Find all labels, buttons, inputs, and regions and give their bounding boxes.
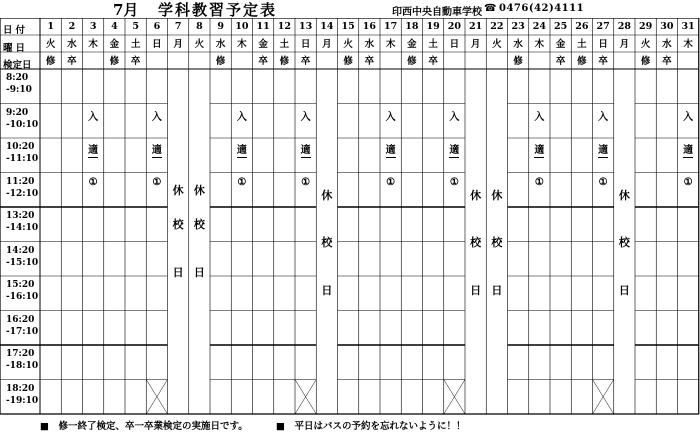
row-label-weekday: 曜日 — [3, 43, 29, 54]
date-5: 5 — [132, 21, 139, 32]
exam-9: 修 — [215, 56, 226, 67]
date-31: 31 — [681, 21, 695, 32]
exam-4: 修 — [109, 56, 120, 67]
row-label-date: 日付 — [3, 25, 29, 36]
period-end-4: -12:10 — [6, 188, 39, 199]
entry-mark-24: 入 — [534, 111, 545, 123]
date-10: 10 — [235, 21, 249, 32]
schedule-grid — [0, 18, 700, 415]
date-26: 26 — [575, 21, 589, 32]
date-1: 1 — [47, 21, 54, 32]
date-23: 23 — [511, 21, 525, 32]
date-11: 11 — [256, 21, 270, 32]
exam-1: 修 — [45, 56, 56, 67]
weekday-7: 月 — [173, 39, 183, 50]
weekday-13: 日 — [300, 39, 311, 50]
session-1-mark-27: ① — [598, 176, 608, 188]
footer-notes — [0, 417, 700, 431]
session-1-mark-3: ① — [88, 176, 98, 188]
weekday-22: 火 — [492, 39, 502, 50]
weekday-20: 日 — [449, 39, 460, 50]
weekday-12: 土 — [279, 39, 290, 50]
aptitude-mark-27: 適 — [598, 141, 608, 158]
period-start-3: 10:20 — [6, 142, 35, 152]
aptitude-mark-6: 適 — [152, 141, 162, 158]
period-end-6: -15:10 — [6, 257, 39, 268]
date-25: 25 — [554, 21, 568, 32]
session-1-mark-10: ① — [237, 176, 247, 188]
date-19: 19 — [426, 21, 440, 32]
period-start-5: 13:20 — [6, 211, 35, 221]
weekday-15: 火 — [343, 39, 353, 50]
holiday-7-2: 校 — [172, 218, 184, 231]
date-3: 3 — [89, 21, 97, 32]
holiday-28-1: 休 — [618, 188, 630, 202]
session-1-mark-17: ① — [386, 176, 396, 188]
exam-27: 卒 — [598, 56, 608, 67]
period-end-9: -18:10 — [6, 361, 39, 371]
entry-mark-17: 入 — [385, 111, 396, 123]
date-8: 8 — [196, 21, 203, 32]
weekday-4: 金 — [109, 39, 120, 50]
date-9: 9 — [217, 21, 224, 32]
weekday-16: 水 — [364, 39, 375, 50]
entry-mark-27: 入 — [598, 111, 609, 123]
weekday-29: 火 — [640, 39, 651, 50]
session-1-mark-13: ① — [301, 176, 311, 188]
exam-16: 卒 — [364, 56, 375, 67]
weekday-30: 水 — [662, 39, 672, 50]
entry-mark-13: 入 — [300, 111, 311, 123]
holiday-14-1: 休 — [321, 188, 333, 202]
aptitude-mark-24: 適 — [534, 141, 544, 158]
holiday-21-2: 校 — [470, 236, 482, 249]
exam-15: 修 — [343, 56, 353, 67]
session-1-mark-24: ① — [534, 176, 544, 188]
row-label-exam: 検定日 — [3, 60, 32, 71]
exam-19: 卒 — [428, 56, 438, 67]
date-30: 30 — [660, 21, 674, 32]
exam-30: 卒 — [662, 56, 672, 67]
date-21: 21 — [469, 21, 483, 32]
entry-mark-3: 入 — [88, 111, 99, 123]
period-end-2: -10:10 — [6, 119, 39, 130]
holiday-8-1: 休 — [193, 183, 205, 197]
period-start-2: 9:20 — [6, 107, 29, 118]
weekday-18: 金 — [407, 39, 417, 50]
holiday-28-2: 校 — [618, 236, 630, 249]
period-end-8: -17:10 — [6, 326, 39, 337]
weekday-26: 土 — [577, 39, 587, 50]
exam-5: 卒 — [130, 56, 141, 67]
weekday-21: 月 — [470, 39, 481, 50]
exam-18: 修 — [407, 56, 417, 67]
date-27: 27 — [596, 21, 610, 32]
school-name: 印西中央自動車学校 — [392, 7, 482, 18]
weekday-10: 木 — [237, 39, 247, 50]
period-start-7: 15:20 — [6, 280, 35, 290]
session-1-mark-20: ① — [449, 176, 459, 188]
grid-lines — [0, 18, 700, 415]
holiday-21-1: 休 — [470, 188, 482, 202]
date-24: 24 — [532, 21, 546, 32]
entry-mark-6: 入 — [151, 111, 162, 123]
exam-29: 修 — [640, 56, 651, 67]
holiday-22-3: 日 — [491, 284, 503, 297]
phone-icon: ☎ — [484, 3, 497, 14]
aptitude-mark-31: 適 — [683, 141, 693, 158]
weekday-28: 月 — [619, 39, 630, 50]
weekday-19: 土 — [428, 39, 438, 50]
period-start-6: 14:20 — [6, 245, 35, 256]
weekday-17: 木 — [385, 39, 396, 50]
date-7: 7 — [174, 21, 182, 32]
page-header — [0, 0, 700, 18]
holiday-28-3: 日 — [618, 284, 630, 297]
footer-note-exam: ■ 修一終了検定、卒一卒業検定の実施日です。 — [40, 421, 248, 432]
period-end-10: -19:10 — [6, 395, 39, 406]
aptitude-mark-3: 適 — [88, 141, 98, 158]
period-end-7: -16:10 — [6, 292, 39, 302]
weekday-2: 水 — [67, 39, 77, 50]
exam-11: 卒 — [258, 56, 268, 67]
period-start-1: 8:20 — [6, 73, 29, 83]
period-end-5: -14:10 — [6, 223, 39, 233]
phone-number: 0476(42)4111 — [499, 3, 585, 14]
date-28: 28 — [617, 21, 631, 32]
entry-mark-31: 入 — [683, 111, 694, 123]
period-start-4: 11:20 — [6, 176, 35, 187]
exam-2: 卒 — [67, 56, 77, 67]
holiday-22-1: 休 — [491, 188, 503, 202]
weekday-9: 水 — [215, 39, 226, 50]
holiday-22-2: 校 — [491, 236, 503, 249]
weekday-27: 日 — [598, 39, 608, 50]
holiday-14-3: 日 — [321, 284, 333, 297]
aptitude-mark-13: 適 — [301, 141, 311, 158]
weekday-6: 日 — [152, 39, 162, 50]
period-start-8: 16:20 — [6, 314, 35, 325]
weekday-31: 木 — [683, 39, 693, 50]
holiday-14-2: 校 — [321, 236, 333, 249]
exam-12: 修 — [279, 56, 290, 67]
weekday-3: 木 — [88, 39, 98, 50]
session-1-mark-31: ① — [683, 176, 693, 188]
exam-23: 修 — [513, 56, 523, 67]
weekday-11: 金 — [258, 39, 268, 50]
weekday-23: 水 — [513, 39, 523, 50]
footer-note-bus: ■ 平日はバスの予約を忘れないように！！ — [276, 421, 466, 432]
date-22: 22 — [490, 21, 504, 32]
date-4: 4 — [111, 21, 118, 32]
date-6: 6 — [153, 21, 161, 32]
period-end-3: -11:10 — [6, 154, 39, 164]
date-12: 12 — [277, 21, 291, 32]
date-18: 18 — [405, 21, 419, 32]
date-2: 2 — [68, 21, 76, 32]
weekday-1: 火 — [45, 39, 56, 50]
weekday-14: 月 — [322, 39, 332, 50]
month-title: 7月 — [113, 1, 139, 19]
period-start-10: 18:20 — [6, 383, 35, 394]
date-29: 29 — [639, 21, 653, 32]
weekday-8: 火 — [194, 39, 205, 50]
aptitude-mark-17: 適 — [386, 141, 396, 158]
page-title: 学科教習予定表 — [158, 1, 278, 19]
exam-26: 修 — [577, 56, 587, 67]
holiday-7-1: 休 — [172, 183, 184, 197]
period-end-1: -9:10 — [6, 85, 32, 95]
date-16: 16 — [362, 21, 376, 32]
date-13: 13 — [299, 21, 313, 32]
exam-25: 卒 — [555, 56, 566, 67]
date-14: 14 — [320, 21, 334, 32]
weekday-5: 土 — [130, 39, 141, 50]
date-20: 20 — [447, 21, 461, 32]
session-1-mark-6: ① — [152, 176, 162, 188]
holiday-8-3: 日 — [193, 265, 205, 279]
date-15: 15 — [341, 21, 355, 32]
holiday-7-3: 日 — [172, 265, 184, 279]
holiday-8-2: 校 — [193, 218, 205, 231]
exam-13: 卒 — [300, 56, 311, 67]
weekday-25: 金 — [555, 39, 566, 50]
weekday-24: 木 — [534, 39, 545, 50]
entry-mark-10: 入 — [236, 111, 247, 123]
holiday-21-3: 日 — [470, 284, 482, 297]
aptitude-mark-10: 適 — [237, 141, 247, 158]
date-17: 17 — [384, 21, 398, 32]
aptitude-mark-20: 適 — [449, 141, 459, 158]
period-start-9: 17:20 — [6, 349, 35, 359]
entry-mark-20: 入 — [449, 111, 460, 123]
